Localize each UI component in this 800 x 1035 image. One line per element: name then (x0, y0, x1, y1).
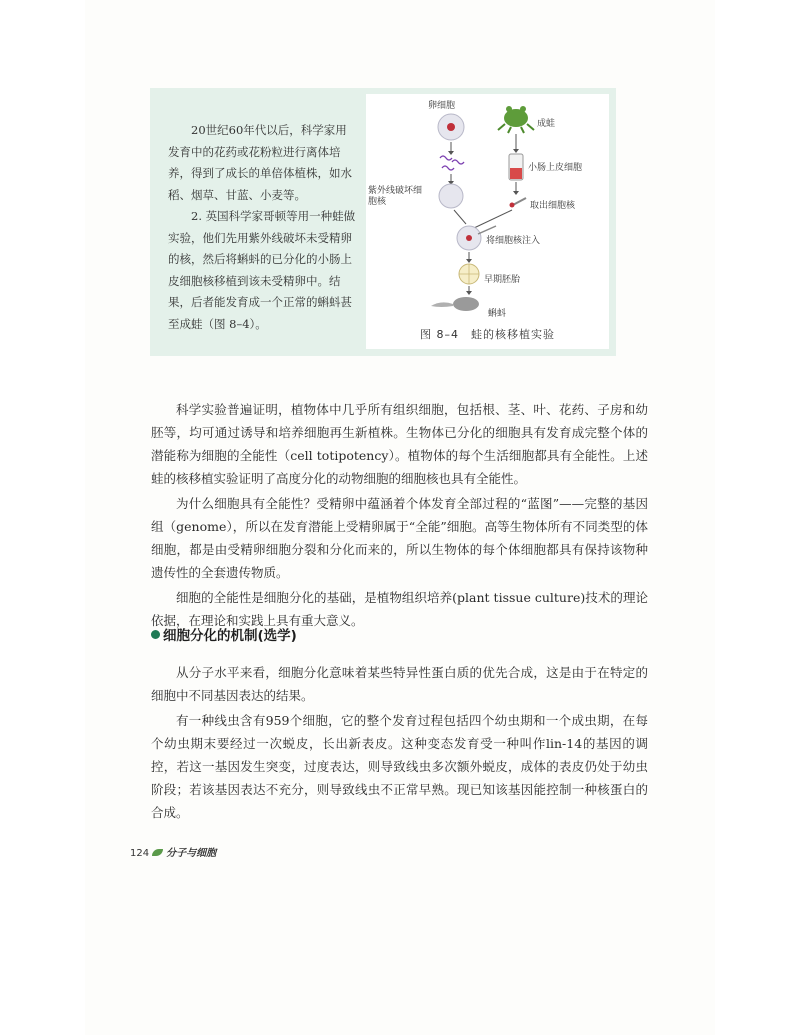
body-section-2 (151, 661, 648, 826)
label-egg-cell: 卵细胞 (428, 101, 456, 111)
margin-note-paragraph-2: 2. 英国科学家哥顿等用一种蛙做实验，他们先用紫外线破坏未受精卵的核，然后将蝌蚪的已分化的小肠上皮细胞核移植到该未受精卵中。结果，后者能发育成一个正常的蝌蚪甚至成蛙（图 8–4）。 (168, 209, 356, 331)
section-heading (151, 624, 297, 644)
label-adult-frog: 成蛙 (537, 119, 556, 129)
label-intestinal-cells: 小肠上皮细胞 (528, 163, 583, 173)
label-early-embryo: 早期胚胎 (484, 275, 521, 285)
uv-light-icon (440, 156, 452, 160)
label-tadpole: 蝌蚪 (488, 309, 507, 319)
section-title: 细胞分化的机制(选学) (163, 628, 297, 644)
margin-note (168, 120, 358, 335)
label-uv-destroy-nucleus: 紫外线破坏细胞核 (368, 186, 423, 207)
paragraph-tissue-culture: 细胞的全能性是细胞分化的基础，是植物组织培养(plant tissue culture)技术的理论依据，在理论和实践上具有重大意义。 (151, 590, 648, 628)
figure-caption: 图 8–4 蛙的核移植实验 (420, 328, 555, 341)
paragraph-molecular-level: 从分子水平来看，细胞分化意味着某些特异性蛋白质的优先合成，这是由于在特定的细胞中不同基因表达的结果。 (151, 665, 648, 703)
paragraph-genome: 为什么细胞具有全能性？受精卵中蕴涵着个体发育全部过程的“蓝图”——完整的基因组（genome），所以在发育潜能上受精卵属于“全能”细胞。高等生物体所有不同类型的体细胞，都是由受精卵细胞分裂和分化而来的，所以生物体的每个体细胞都具有保持该物种遗传性的全套遗传物质。 (151, 496, 648, 580)
margin-note-paragraph-1: 20世纪60年代以后，科学家用发育中的花药或花粉粒进行离体培养，得到了成长的单倍体植株，如水稻、烟草、甘蓝、小麦等。 (168, 123, 352, 202)
label-inject-nucleus: 将细胞核注入 (486, 236, 541, 246)
label-extract-nucleus: 取出细胞核 (530, 201, 576, 211)
paragraph-totipotency: 科学实验普遍证明，植物体中几乎所有组织细胞，包括根、茎、叶、花药、子房和幼胚等，均可通过诱导和培养细胞再生新植株。生物体已分化的细胞具有发育成完整个体的潜能称为细胞的全能性（cell totipotency）。植物体的每个生活细胞都具有全能性。上述蛙的核移植实验证明了高度分化的动物细胞的细胞核也具有全能性。 (151, 402, 648, 486)
paragraph-nematode: 有一种线虫含有959个细胞，它的整个发育过程包括四个幼虫期和一个成虫期，在每个幼虫期末要经过一次蜕皮，长出新表皮。这种变态发育受一种叫作lin-14的基因的调控，若这一基因发生突变，过度表达，则导致线虫多次额外蜕皮，成体的表皮仍处于幼虫阶段；若该基因表达不充分，则导致线虫不正常早熟。现已知该基因能控制一种核蛋白的合成。 (151, 713, 648, 820)
enucleated-egg-icon (439, 184, 463, 208)
leaf-icon (152, 849, 163, 856)
body-section-1 (151, 398, 648, 634)
frog-nuclear-transfer-figure (366, 94, 609, 349)
frog-icon (504, 109, 528, 127)
page-footer (130, 844, 216, 859)
page-number: 124 (130, 848, 150, 859)
book-title: 分子与细胞 (166, 848, 217, 859)
bullet-icon (151, 630, 160, 639)
egg-nucleus-icon (447, 123, 455, 131)
tadpole-icon (453, 297, 479, 311)
